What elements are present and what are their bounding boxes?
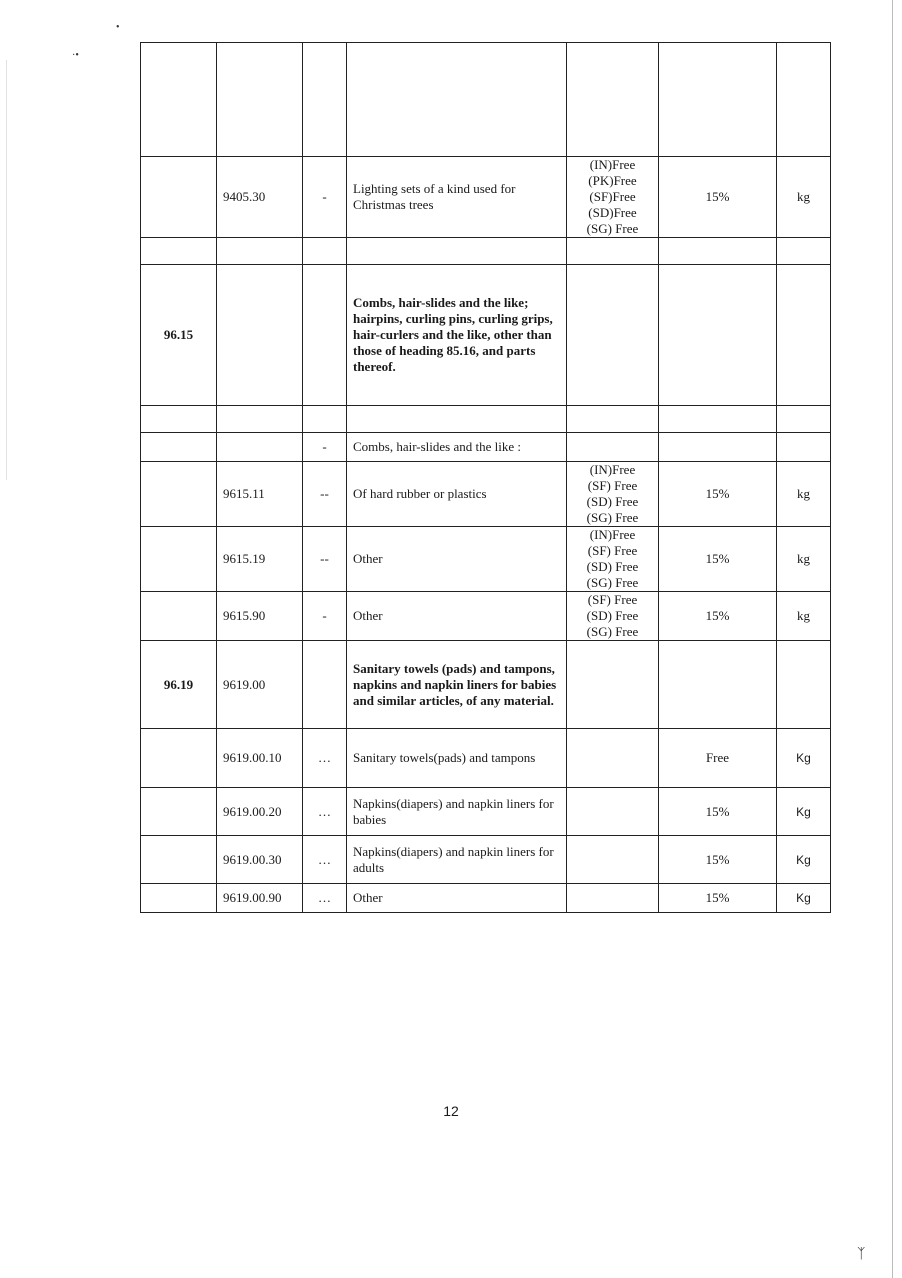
description-cell: Combs, hair-slides and the like; hairpins, curling pins, curling grips, hair-curlers and the like, other than those of heading 85.16, and parts thereof. xyxy=(347,265,567,406)
preferential-rate-line: (SG) Free xyxy=(586,624,639,639)
description-cell: Lighting sets of a kind used for Christmas trees xyxy=(347,157,567,238)
unit-cell xyxy=(777,406,831,433)
preferential-rate-line: (SG) Free xyxy=(586,221,639,236)
heading-number-cell: 96.15 xyxy=(141,265,217,406)
heading-number-cell xyxy=(141,43,217,157)
description-cell: Napkins(diapers) and napkin liners for babies xyxy=(347,788,567,836)
unit-cell xyxy=(777,433,831,462)
preferential-rate-cell xyxy=(567,265,659,406)
scan-speck: ·• xyxy=(72,50,79,61)
hs-code-cell: 9619.00.30 xyxy=(217,836,303,884)
level-dash-cell: -- xyxy=(303,462,347,527)
table-row xyxy=(141,729,831,788)
preferential-rate-cell xyxy=(567,43,659,157)
unit-cell xyxy=(777,265,831,406)
preferential-rate-cell xyxy=(567,884,659,913)
preferential-rate-line: (SF) Free xyxy=(587,478,638,493)
corner-mark: ᛉ xyxy=(857,1245,866,1261)
heading-number-cell xyxy=(141,157,217,238)
preferential-rate-cell xyxy=(567,836,659,884)
scan-edge-line xyxy=(6,60,7,480)
preferential-rate-cell xyxy=(567,592,659,641)
table-row xyxy=(141,527,831,592)
preferential-rate-cell xyxy=(567,527,659,592)
unit-cell: Kg xyxy=(777,836,831,884)
general-rate-cell xyxy=(659,43,777,157)
level-dash-cell: … xyxy=(303,884,347,913)
general-rate-cell: 15% xyxy=(659,592,777,641)
hs-code-cell: 9615.90 xyxy=(217,592,303,641)
description-cell: Of hard rubber or plastics xyxy=(347,462,567,527)
description-cell: Other xyxy=(347,527,567,592)
hs-code-cell: 9619.00.10 xyxy=(217,729,303,788)
level-dash-cell xyxy=(303,406,347,433)
general-rate-cell: 15% xyxy=(659,527,777,592)
hs-code-cell: 9405.30 xyxy=(217,157,303,238)
heading-number-cell xyxy=(141,406,217,433)
description-cell xyxy=(347,238,567,265)
hs-code-cell xyxy=(217,43,303,157)
unit-cell: kg xyxy=(777,592,831,641)
tariff-table-body xyxy=(141,43,831,913)
general-rate-cell xyxy=(659,433,777,462)
general-rate-cell: 15% xyxy=(659,788,777,836)
heading-number-cell: 96.19 xyxy=(141,641,217,729)
tariff-table xyxy=(140,42,831,913)
preferential-rate-cell xyxy=(567,406,659,433)
preferential-rate-line: (SG) Free xyxy=(586,510,639,525)
level-dash-cell xyxy=(303,43,347,157)
heading-number-cell xyxy=(141,462,217,527)
unit-cell xyxy=(777,238,831,265)
table-row xyxy=(141,592,831,641)
hs-code-cell: 9615.11 xyxy=(217,462,303,527)
heading-number-cell xyxy=(141,729,217,788)
preferential-rate-line: (SF) Free xyxy=(587,592,638,607)
level-dash-cell xyxy=(303,641,347,729)
level-dash-cell xyxy=(303,265,347,406)
general-rate-cell: 15% xyxy=(659,157,777,238)
heading-number-cell xyxy=(141,527,217,592)
hs-code-cell: 9619.00.20 xyxy=(217,788,303,836)
general-rate-cell xyxy=(659,265,777,406)
table-row xyxy=(141,265,831,406)
hs-code-cell xyxy=(217,433,303,462)
heading-number-cell xyxy=(141,788,217,836)
description-cell xyxy=(347,406,567,433)
preferential-rate-cell xyxy=(567,157,659,238)
unit-cell: Kg xyxy=(777,729,831,788)
heading-number-cell xyxy=(141,433,217,462)
table-row xyxy=(141,836,831,884)
general-rate-cell: 15% xyxy=(659,884,777,913)
table-row xyxy=(141,43,831,157)
preferential-rate-line: (IN)Free xyxy=(589,462,636,477)
level-dash-cell: - xyxy=(303,157,347,238)
level-dash-cell: … xyxy=(303,836,347,884)
level-dash-cell: … xyxy=(303,729,347,788)
general-rate-cell: Free xyxy=(659,729,777,788)
preferential-rate-line: (PK)Free xyxy=(588,173,637,188)
unit-cell: kg xyxy=(777,462,831,527)
scan-speck: • xyxy=(116,22,120,33)
general-rate-cell xyxy=(659,406,777,433)
preferential-rate-cell xyxy=(567,641,659,729)
preferential-rate-cell xyxy=(567,788,659,836)
page-number: 12 xyxy=(443,1103,459,1119)
unit-cell xyxy=(777,641,831,729)
table-row xyxy=(141,406,831,433)
description-cell: Other xyxy=(347,884,567,913)
hs-code-cell xyxy=(217,406,303,433)
preferential-rate-line: (IN)Free xyxy=(589,527,636,542)
table-row xyxy=(141,462,831,527)
preferential-rate-line: (SF) Free xyxy=(587,543,638,558)
hs-code-cell xyxy=(217,238,303,265)
level-dash-cell xyxy=(303,238,347,265)
unit-cell: kg xyxy=(777,157,831,238)
table-row xyxy=(141,884,831,913)
description-cell: Sanitary towels (pads) and tampons, napkins and napkin liners for babies and similar articles, of any material. xyxy=(347,641,567,729)
unit-cell: kg xyxy=(777,527,831,592)
hs-code-cell: 9615.19 xyxy=(217,527,303,592)
scan-edge-line xyxy=(892,0,893,1278)
preferential-rate-line: (SD) Free xyxy=(586,608,639,623)
level-dash-cell: - xyxy=(303,592,347,641)
preferential-rate-line: (SG) Free xyxy=(586,575,639,590)
general-rate-cell xyxy=(659,238,777,265)
preferential-rate-cell xyxy=(567,433,659,462)
heading-number-cell xyxy=(141,836,217,884)
general-rate-cell: 15% xyxy=(659,836,777,884)
hs-code-cell: 9619.00.90 xyxy=(217,884,303,913)
unit-cell xyxy=(777,43,831,157)
heading-number-cell xyxy=(141,884,217,913)
preferential-rate-line: (SD) Free xyxy=(586,559,639,574)
general-rate-cell xyxy=(659,641,777,729)
level-dash-cell: -- xyxy=(303,527,347,592)
general-rate-cell: 15% xyxy=(659,462,777,527)
unit-cell: Kg xyxy=(777,788,831,836)
table-row xyxy=(141,157,831,238)
preferential-rate-cell xyxy=(567,238,659,265)
heading-number-cell xyxy=(141,238,217,265)
hs-code-cell: 9619.00 xyxy=(217,641,303,729)
description-cell: Other xyxy=(347,592,567,641)
description-cell: Combs, hair-slides and the like : xyxy=(347,433,567,462)
table-row xyxy=(141,433,831,462)
table-row xyxy=(141,641,831,729)
preferential-rate-line: (IN)Free xyxy=(589,157,636,172)
unit-cell: Kg xyxy=(777,884,831,913)
level-dash-cell: … xyxy=(303,788,347,836)
preferential-rate-line: (SD) Free xyxy=(586,494,639,509)
description-cell: Sanitary towels(pads) and tampons xyxy=(347,729,567,788)
table-row xyxy=(141,788,831,836)
description-cell xyxy=(347,43,567,157)
preferential-rate-line: (SD)Free xyxy=(588,205,637,220)
preferential-rate-cell xyxy=(567,462,659,527)
preferential-rate-cell xyxy=(567,729,659,788)
preferential-rate-line: (SF)Free xyxy=(589,189,636,204)
description-cell: Napkins(diapers) and napkin liners for adults xyxy=(347,836,567,884)
level-dash-cell: - xyxy=(303,433,347,462)
heading-number-cell xyxy=(141,592,217,641)
hs-code-cell xyxy=(217,265,303,406)
table-row xyxy=(141,238,831,265)
